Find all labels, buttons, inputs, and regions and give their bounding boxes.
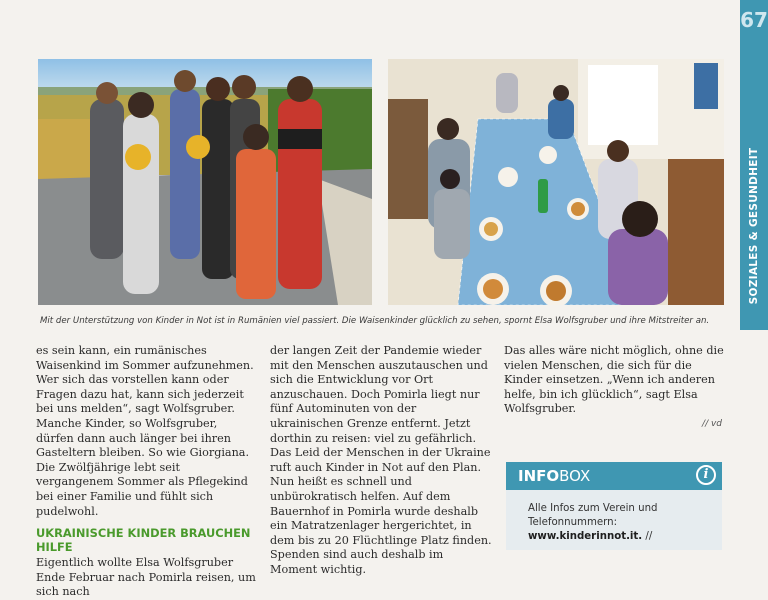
paragraph: der langen Zeit der Pandemie wieder mit den Menschen auszutauschen und sich die Entwicklung vor Ort anzuschauen. Doch Pomirla liegt nur fünf Autominuten von der ukrainischen Grenze entfernt. Jetzt dorthin zu reisen: viel zu gefährlich. Das Leid der Menschen in der Ukraine ruft auch Kinder in Not auf den Plan. Nun heißt es schnell und unbürokratisch helfen. Auf dem Bauernhof in Pomirla wurde deshalb ein Matratzenlager hergerichtet, in dem bis zu 20 Flüchtlinge Platz finden. <box>270 344 492 547</box>
paragraph: Eigentlich wollte Elsa Wolfsgruber Ende Februar nach Pomirla reisen, um sich nach <box>36 555 256 599</box>
paragraph: Spenden sind auch deshalb im Moment wichtig. <box>270 548 444 576</box>
section-sidebar <box>740 0 768 330</box>
infobox-body <box>506 490 722 550</box>
photo-children-dinner-table <box>388 59 724 305</box>
infobox-suffix: // <box>645 531 653 542</box>
article-column-2 <box>270 344 492 578</box>
paragraph: es sein kann, ein rumänisches Waisenkind im Sommer aufzunehmen. Wer sich das vorstellen kann oder Fragen dazu hat, kann sich jederzeit bei uns melden“, sagt Wolfsgruber. Manche Kinder, so Wolfsgruber, dürfen dann auch länger bei ihren Gasteltern bleiben. So wie Giorgiana. Die Zwölfjährige lebt seit vergangenem Sommer als Pflegekind bei einer Familie und fühlt sich pudelwohl. <box>36 344 254 518</box>
infobox-title-bold: INFO <box>518 467 560 485</box>
infobox-text: Alle Infos zum Verein und Telefonnummern: <box>528 503 658 528</box>
infobox-header <box>506 462 722 490</box>
infobox-link[interactable]: www.kinderinnot.it. <box>528 531 643 542</box>
article-column-3 <box>504 344 726 432</box>
page-number: 67 <box>740 8 768 32</box>
article-column-1 <box>36 344 256 600</box>
infobox-title-rest: BOX <box>559 467 591 485</box>
photo-caption: Mit der Unterstützung von Kinder in Not ist in Rumänien viel passiert. Die Waisenkinder glücklich zu sehen, spornt Elsa Wolfsgruber und ihre Mitstreiter an. <box>40 316 710 326</box>
author-signature: // vd <box>702 418 722 429</box>
subheading: UKRAINISCHE KINDER BRAUCHEN HILFE <box>36 526 251 554</box>
infobox <box>506 462 722 550</box>
photo-children-outdoors <box>38 59 372 305</box>
section-label: SOZIALES & GESUNDHEIT <box>748 147 760 305</box>
info-icon: i <box>696 465 716 485</box>
paragraph: Das alles wäre nicht möglich, ohne die vielen Menschen, die sich für die Kinder einsetzen. „Wenn ich anderen helfe, bin ich glücklich“, sagt Elsa Wolfsgruber. <box>504 344 724 416</box>
